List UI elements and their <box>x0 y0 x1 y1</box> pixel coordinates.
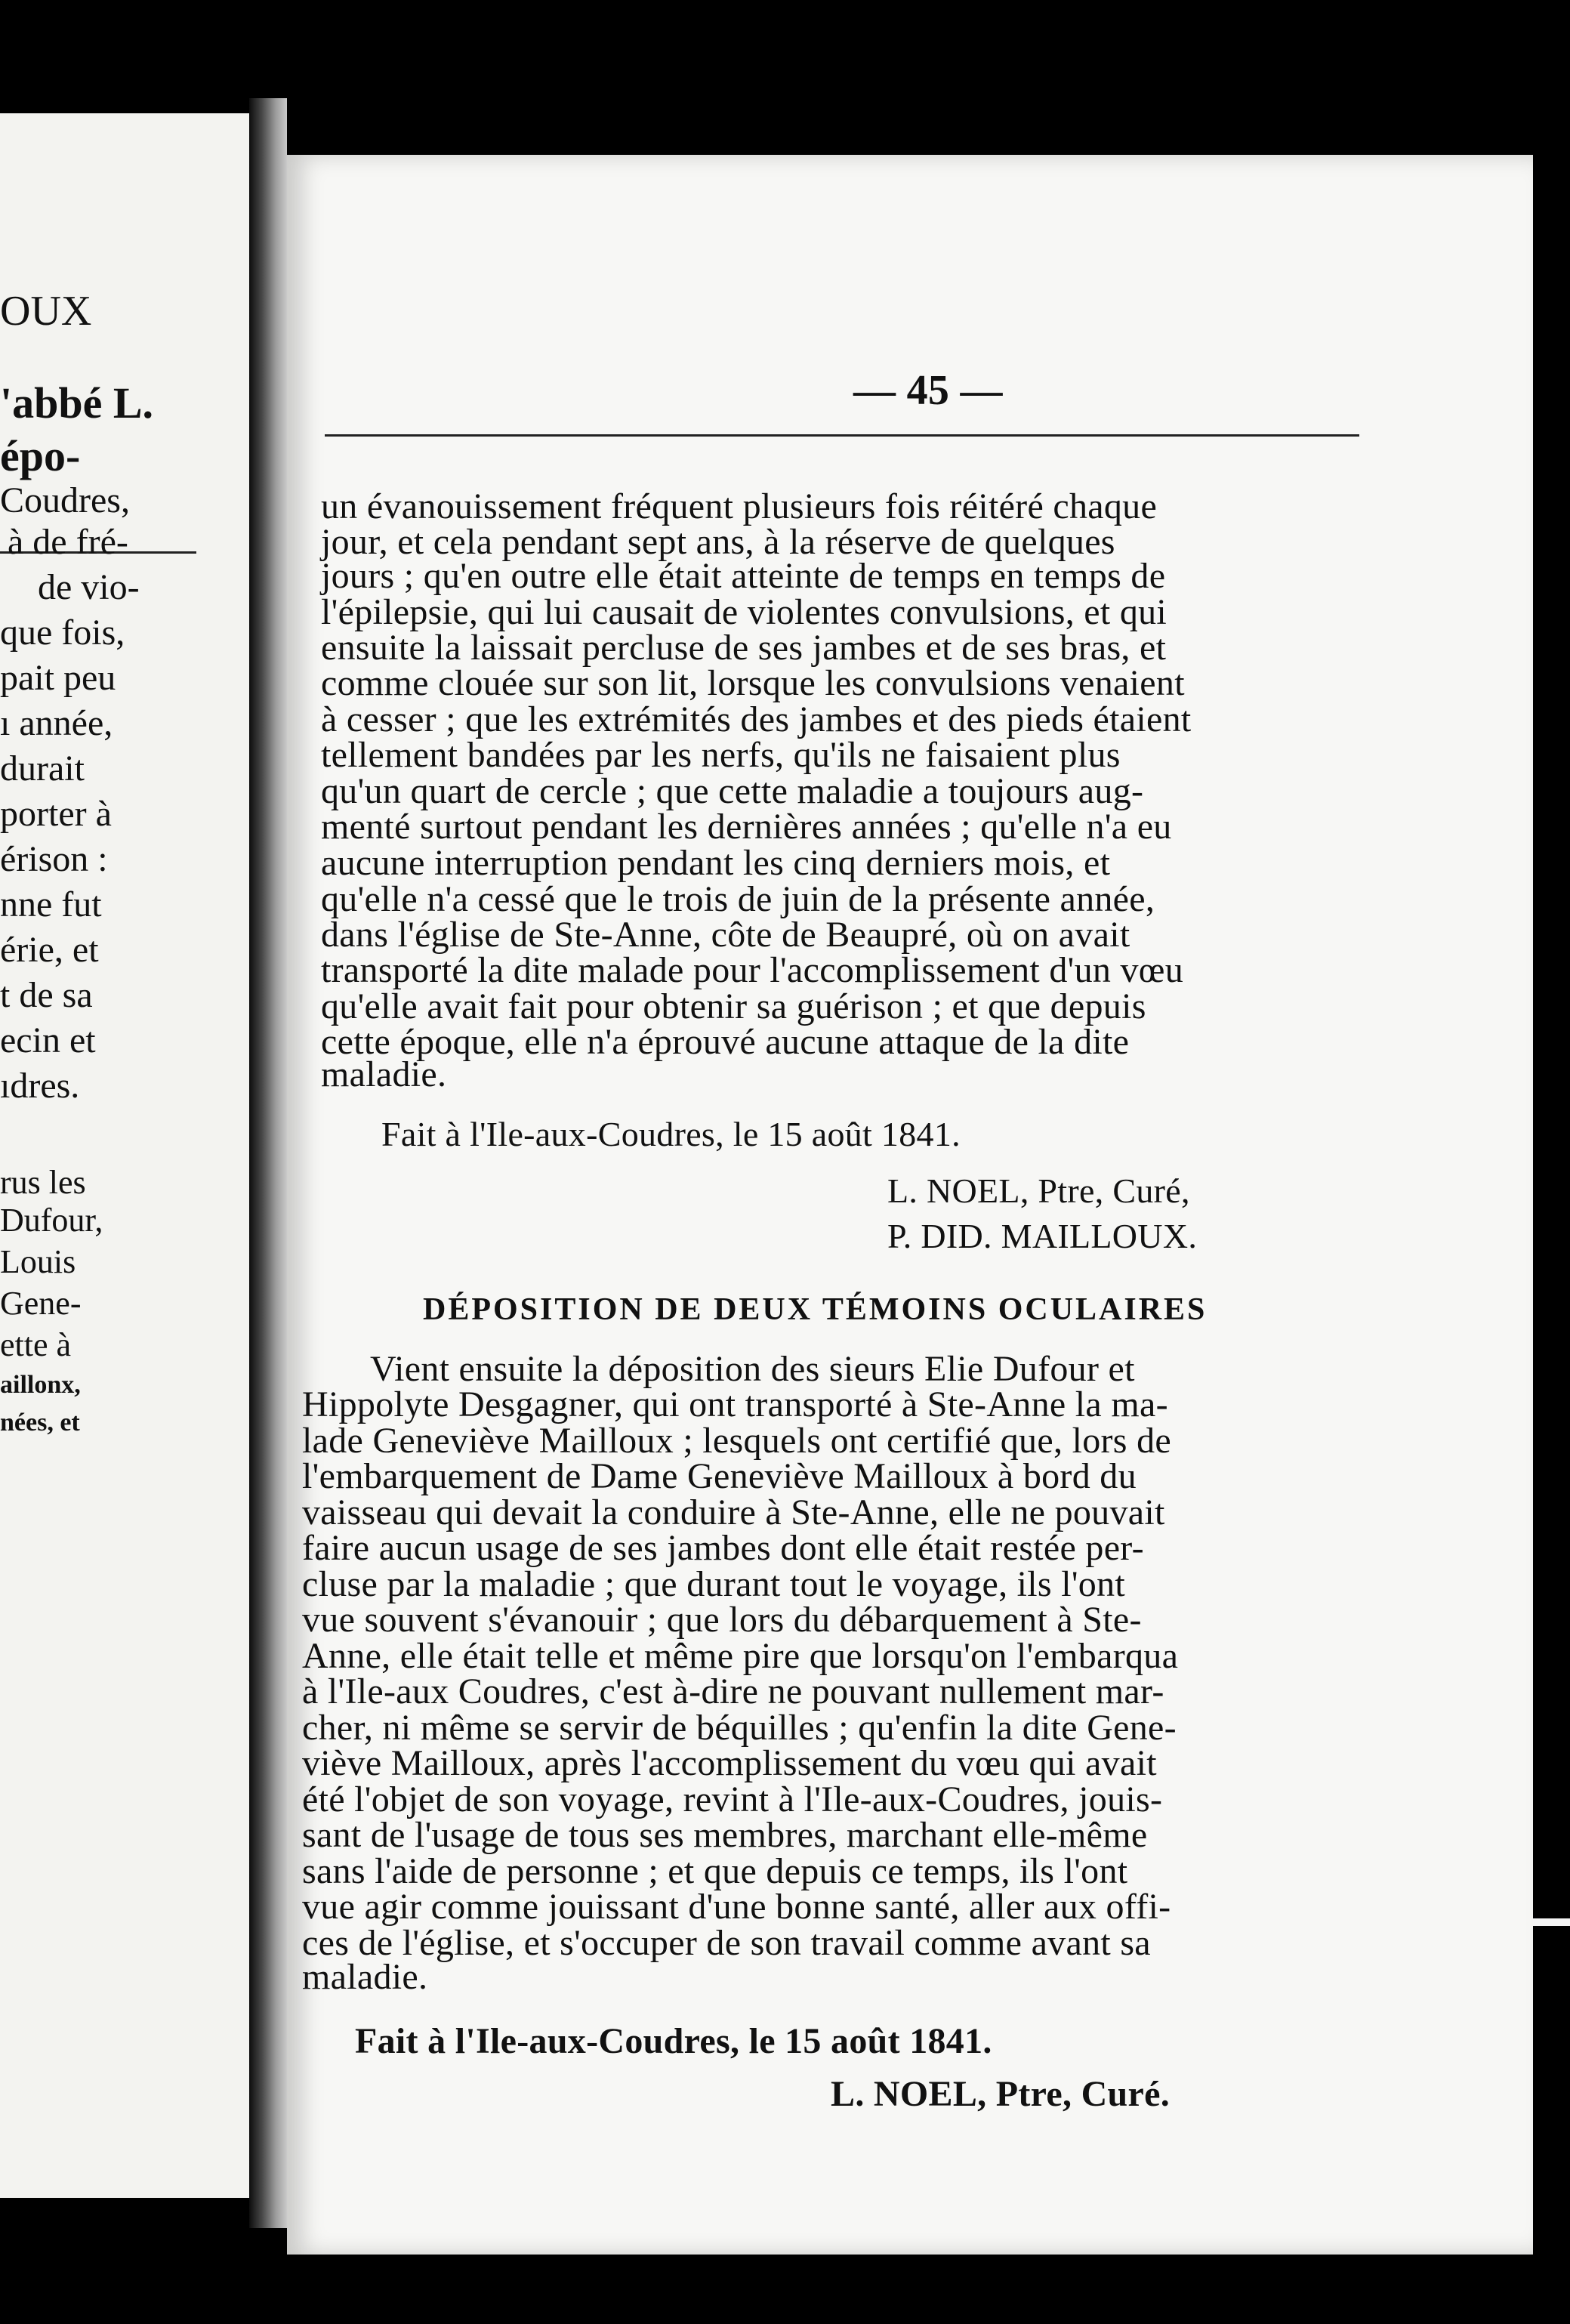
left-page-fragment: à de fré- <box>8 522 128 562</box>
text-line: l'épilepsie, qui lui causait de violentes convulsions, et qui <box>321 592 1167 632</box>
text-line: menté surtout pendant les dernières années ; qu'elle n'a eu <box>321 807 1172 847</box>
text-line: sant de l'usage de tous ses membres, marchant elle-même <box>302 1815 1148 1855</box>
text-line: cluse par la maladie ; que durant tout le voyage, ils l'ont <box>302 1564 1126 1604</box>
left-page-fragment: Dufour, <box>0 1202 103 1239</box>
text-line: qu'elle avait fait pour obtenir sa guérison ; et que depuis <box>321 986 1146 1026</box>
text-line: vue agir comme jouissant d'une bonne santé, aller aux offi- <box>302 1887 1171 1927</box>
book-spine <box>249 98 287 2228</box>
left-page-fragment: porter à <box>0 794 112 834</box>
left-page-fragment: rus les <box>0 1164 86 1201</box>
left-page-fragment: aillonx, <box>0 1371 81 1399</box>
left-page-fragment: ette à <box>0 1326 72 1363</box>
text-line: cette époque, elle n'a éprouvé aucune attaque de la dite <box>321 1022 1130 1062</box>
left-page-fragment: épo- <box>0 431 81 480</box>
text-line: sans l'aide de personne ; et que depuis ce temps, ils l'ont <box>302 1851 1128 1891</box>
left-page-fragment: t de sa <box>0 975 93 1015</box>
left-page-fragment: OUX <box>0 288 92 335</box>
text-line: dans l'église de Ste-Anne, côte de Beaupré, où on avait <box>321 915 1130 955</box>
text-line: été l'objet de son voyage, revint à l'Ile-aux-Coudres, jouis- <box>302 1779 1163 1819</box>
text-line: Fait à l'Ile-aux-Coudres, le 15 août 1841. <box>381 1115 961 1153</box>
text-line: à cesser ; que les extrémités des jambes et des pieds étaient <box>321 699 1192 739</box>
text-line: qu'un quart de cercle ; que cette maladie a toujours aug- <box>321 771 1144 811</box>
text-line: ces de l'église, et s'occuper de son travail comme avant sa <box>302 1923 1151 1963</box>
text-line: Hippolyte Desgagner, qui ont transporté à Ste-Anne la ma- <box>302 1384 1168 1424</box>
edge-mark <box>1533 1918 1570 1926</box>
text-line: L. NOEL, Ptre, Curé, <box>887 1171 1190 1210</box>
text-line: un évanouissement fréquent plusieurs fois réitéré chaque <box>321 486 1158 526</box>
text-line: jour, et cela pendant sept ans, à la réserve de quelques <box>321 522 1115 562</box>
left-page-fragment: nne fut <box>0 884 102 924</box>
text-line: l'embarquement de Dame Geneviève Mailloux à bord du <box>302 1456 1137 1496</box>
text-line: jours ; qu'en outre elle était atteinte de temps en temps de <box>321 556 1166 596</box>
left-page <box>0 113 249 2198</box>
text-line: faire aucun usage de ses jambes dont elle était restée per- <box>302 1528 1144 1568</box>
left-page-fragment: 'abbé L. <box>0 378 154 427</box>
text-line: Fait à l'Ile-aux-Coudres, le 15 août 1841. <box>355 2021 992 2061</box>
text-line: qu'elle n'a cessé que le trois de juin de la présente année, <box>321 879 1155 919</box>
left-page-fragment: de vio- <box>38 567 140 607</box>
left-page-fragment: Coudres, <box>0 480 130 520</box>
left-page-fragment: que fois, <box>0 613 125 653</box>
text-line: Vient ensuite la déposition des sieurs Elie Dufour et <box>370 1349 1135 1389</box>
left-page-fragment: ıdres. <box>0 1066 80 1106</box>
left-page-fragment: érison : <box>0 839 108 879</box>
left-page-fragment: ı année, <box>0 703 113 743</box>
text-line: DÉPOSITION DE DEUX TÉMOINS OCULAIRES <box>423 1292 1208 1327</box>
text-line: à l'Ile-aux Coudres, c'est à-dire ne pouvant nullement mar- <box>302 1671 1164 1711</box>
text-line: L. NOEL, Ptre, Curé. <box>831 2074 1171 2114</box>
page-number: — 45 — <box>853 367 1003 414</box>
left-page-fragment: durait <box>0 748 85 789</box>
text-line: P. DID. MAILLOUX. <box>887 1217 1198 1255</box>
text-line: vaisseau qui devait la conduire à Ste-Anne, elle ne pouvait <box>302 1492 1165 1532</box>
text-line: comme clouée sur son lit, lorsque les convulsions venaient <box>321 663 1185 703</box>
text-line: transporté la dite malade pour l'accomplissement d'un vœu <box>321 950 1184 990</box>
left-page-fragment: ecin et <box>0 1020 96 1060</box>
header-rule <box>325 434 1359 437</box>
text-line: Anne, elle était telle et même pire que lorsqu'on l'embarqua <box>302 1636 1179 1676</box>
text-line: ensuite la laissait percluse de ses jambes et de ses bras, et <box>321 628 1167 668</box>
text-line: tellement bandées par les nerfs, qu'ils ne faisaient plus <box>321 735 1121 775</box>
text-line: aucune interruption pendant les cinq derniers mois, et <box>321 843 1111 883</box>
left-page-fragment: nées, et <box>0 1409 80 1437</box>
text-line: vue souvent s'évanouir ; que lors du débarquement à Ste- <box>302 1600 1142 1640</box>
left-page-fragment: érie, et <box>0 930 99 970</box>
text-line: maladie. <box>321 1054 447 1094</box>
text-line: maladie. <box>302 1957 428 1997</box>
text-line: lade Geneviève Mailloux ; lesquels ont certifié que, lors de <box>302 1421 1171 1461</box>
left-page-fragment: pait peu <box>0 658 116 698</box>
right-page <box>287 155 1533 2255</box>
text-line: viève Mailloux, après l'accomplissement du vœu qui avait <box>302 1743 1157 1783</box>
text-line: cher, ni même se servir de béquilles ; qu'enfin la dite Gene- <box>302 1708 1177 1748</box>
left-page-fragment: Gene- <box>0 1285 82 1322</box>
left-page-fragment: Louis <box>0 1243 76 1280</box>
